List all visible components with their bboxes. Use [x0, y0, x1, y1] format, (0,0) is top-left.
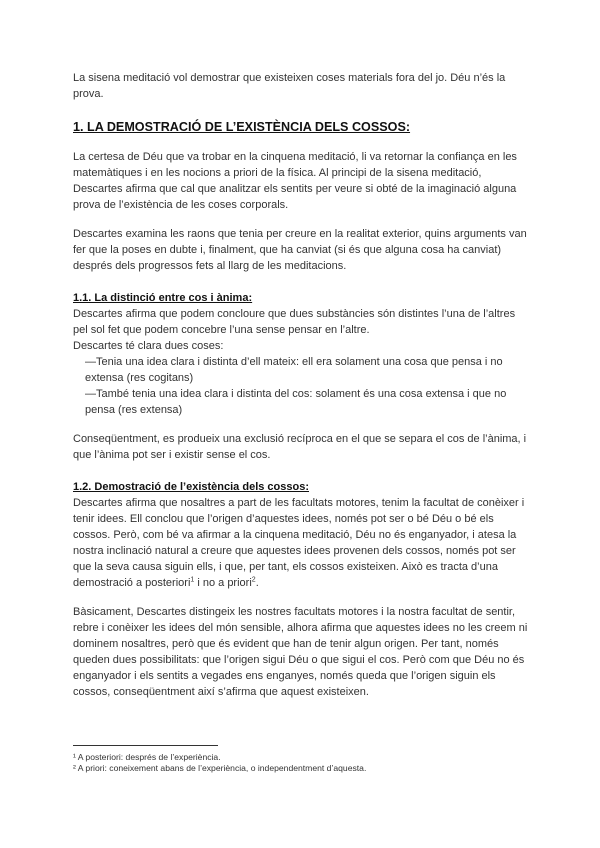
intro-paragraph: La sisena meditació vol demostrar que existeixen coses materials fora del jo. Déu n’és la prova.	[73, 72, 506, 100]
footnote-ref-1[interactable]: 1	[190, 576, 195, 584]
section-1-paragraph-1: La certesa de Déu que va trobar en la cinquena meditació, li va retornar la confiança en les matemàtiques i en les nocions a priori de la física. Al principi de la sisena meditació, Descartes afirma que cal que analitzar els sentits per veure si obté de la imaginació alguna prova de l’existència de les coses corporals.	[73, 151, 517, 211]
section-1-1-paragraph-2: Descartes té clara dues coses:	[73, 340, 224, 352]
section-1-1-paragraph-3: Conseqüentment, es produeix una exclusió recíproca en el que se separa el cos de l’ànima, i que l’ànima pot ser i existir sense el cos.	[73, 433, 527, 461]
section-1-1-item-2: —També tenia una idea clara i distinta del cos: solament és una cosa extensa i que no pensa (res extensa)	[85, 388, 507, 416]
footnote-divider	[73, 745, 218, 746]
section-1-1-heading: 1.1. La distinció entre cos i ànima:	[73, 292, 253, 304]
section-1-2-text-a: Descartes afirma que nosaltres a part de les facultats motores, tenim la facultat de conèixer i tenir idees. Ell conclou que l’origen d’aquestes idees, només pot ser o bé Déu o bé els cossos. Però, com bé va afirmar a la cinquena meditació, Déu no és enganyador, i atesa la nostra inclinació natural a creure que aquestes idees provenen dels cossos, només pot ser que la seva causa siguin ells, i que, per tant, els cossos existeixen. Això es tracta d’una demostració a posteriori	[73, 497, 525, 589]
footnote-1: ¹ A posteriori: després de l’experiència.	[73, 752, 221, 762]
section-1-paragraph-2: Descartes examina les raons que tenia per creure en la realitat exterior, quins arguments van fer que la poses en dubte i, finalment, que ha canviat (si és que alguna cosa ha canviat) després dels progressos fets al llarg de les meditacions.	[73, 228, 527, 272]
footnotes	[73, 745, 528, 774]
section-1-2-paragraph-2: Bàsicament, Descartes distingeix les nostres facultats motores i la nostra facultat de sentir, rebre i conèixer les idees del món sensible, alhora afirma que aquestes idees no les creem ni dominem nosaltres, però que és evident que han de tenir algun origen. Per tant, només queden dues possibilitats: que l’origen sigui Déu o que sigui el cos. Però com que Déu no és enganyador i els sentits a vegades ens enganyes, només queda que l’origen siguin els cossos, conseqüentment així s’afirma que aquest existeixen.	[73, 606, 528, 698]
section-1-2-paragraph-1	[73, 495, 528, 591]
document-body	[73, 70, 528, 700]
footnote-2: ² A priori: coneixement abans de l’experiència, o independentment d’aquesta.	[73, 763, 367, 773]
section-1-1-paragraph-1: Descartes afirma que podem concloure que dues substàncies són distintes l’una de l’altres pel sol fet que podem concebre l’una sense pensar en l’altre.	[73, 308, 516, 336]
section-1-2-heading: 1.2. Demostració de l’existència dels cossos:	[73, 481, 309, 493]
section-1-1-item-1: —Tenia una idea clara i distinta d’ell mateix: ell era solament una cosa que pensa i no extensa (res cogitans)	[85, 356, 503, 384]
section-1-2-text-b: i no a priori	[194, 577, 252, 589]
section-1-2-text-c: .	[255, 577, 259, 589]
section-1-heading: 1. LA DEMOSTRACIÓ DE L’EXISTÈNCIA DELS COSSOS:	[73, 120, 411, 134]
footnote-ref-2[interactable]: 2	[251, 576, 256, 584]
